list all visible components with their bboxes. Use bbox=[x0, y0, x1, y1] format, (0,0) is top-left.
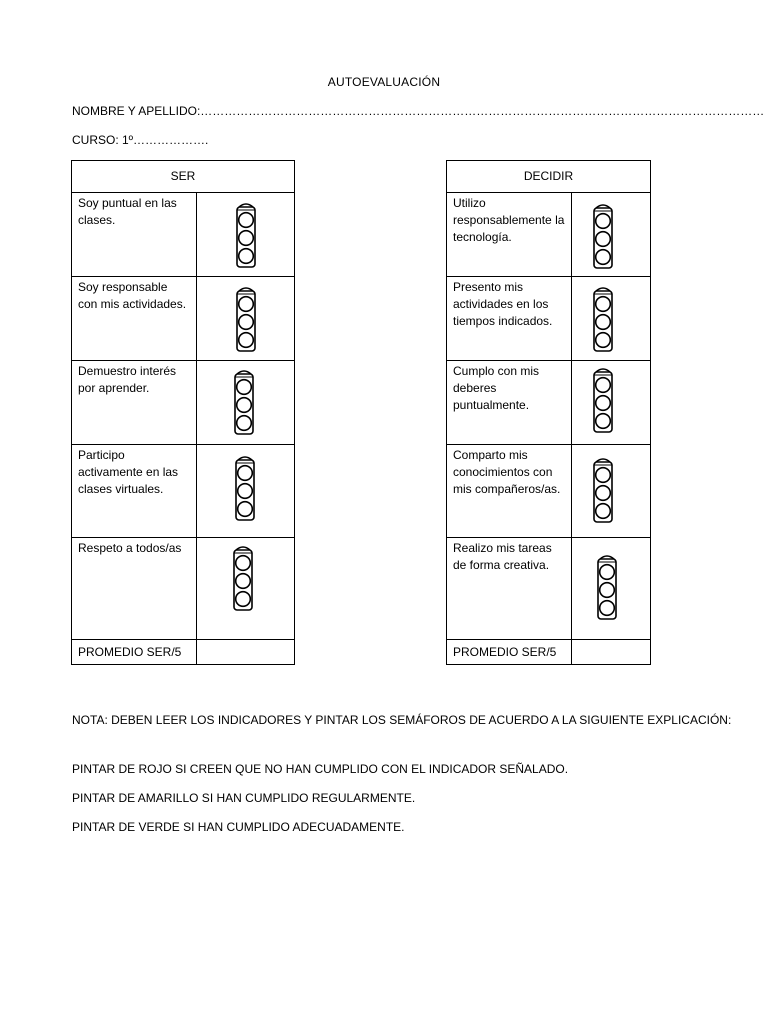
traffic-light-icon[interactable] bbox=[596, 551, 618, 621]
decidir-indicator-1: Utilizo responsablemente la tecnología. bbox=[447, 193, 572, 277]
traffic-light-icon[interactable] bbox=[232, 542, 254, 612]
traffic-light-icon[interactable] bbox=[592, 364, 614, 434]
traffic-light-icon[interactable] bbox=[235, 283, 257, 353]
ser-header: SER bbox=[72, 161, 295, 193]
document-title: AUTOEVALUACIÓN bbox=[327, 75, 441, 89]
decidir-indicator-5: Realizo mis tareas de forma creativa. bbox=[447, 538, 572, 640]
ser-traffic-light-cell-3 bbox=[197, 361, 295, 445]
traffic-light-icon[interactable] bbox=[233, 366, 255, 436]
ser-traffic-light-cell-4 bbox=[197, 445, 295, 538]
ser-average-label: PROMEDIO SER/5 bbox=[72, 640, 197, 665]
decidir-indicator-2: Presento mis actividades en los tiempos indicados. bbox=[447, 277, 572, 361]
instruction-green: PINTAR DE VERDE SI HAN CUMPLIDO ADECUADAMENTE. bbox=[72, 820, 405, 834]
course-field-line[interactable]: CURSO: 1º………………. bbox=[72, 133, 209, 147]
decidir-traffic-light-cell-3 bbox=[572, 361, 651, 445]
ser-indicator-2: Soy responsable con mis actividades. bbox=[72, 277, 197, 361]
decidir-indicator-4: Comparto mis conocimientos con mis compañeros/as. bbox=[447, 445, 572, 538]
note-text: NOTA: DEBEN LEER LOS INDICADORES Y PINTAR LOS SEMÁFOROS DE ACUERDO A LA SIGUIENTE EXPLICACIÓN: bbox=[72, 713, 732, 727]
instruction-red: PINTAR DE ROJO SI CREEN QUE NO HAN CUMPLIDO CON EL INDICADOR SEÑALADO. bbox=[72, 762, 569, 776]
ser-indicator-4: Participo activamente en las clases virtuales. bbox=[72, 445, 197, 538]
name-field-line[interactable]: NOMBRE Y APELLIDO:…………………………………………………………………………………………………………………………… bbox=[72, 104, 765, 118]
ser-traffic-light-cell-1 bbox=[197, 193, 295, 277]
ser-indicator-5: Respeto a todos/as bbox=[72, 538, 197, 640]
decidir-table bbox=[446, 160, 651, 665]
decidir-header: DECIDIR bbox=[447, 161, 651, 193]
traffic-light-icon[interactable] bbox=[592, 200, 614, 270]
ser-average-field[interactable] bbox=[197, 640, 295, 665]
ser-indicator-3: Demuestro interés por aprender. bbox=[72, 361, 197, 445]
traffic-light-icon[interactable] bbox=[592, 283, 614, 353]
decidir-indicator-3: Cumplo con mis deberes puntualmente. bbox=[447, 361, 572, 445]
decidir-average-label: PROMEDIO SER/5 bbox=[447, 640, 572, 665]
traffic-light-icon[interactable] bbox=[235, 199, 257, 269]
traffic-light-icon[interactable] bbox=[592, 454, 614, 524]
decidir-average-field[interactable] bbox=[572, 640, 651, 665]
ser-traffic-light-cell-5 bbox=[197, 538, 295, 640]
decidir-traffic-light-cell-5 bbox=[572, 538, 651, 640]
instruction-yellow: PINTAR DE AMARILLO SI HAN CUMPLIDO REGULARMENTE. bbox=[72, 791, 416, 805]
ser-indicator-1: Soy puntual en las clases. bbox=[72, 193, 197, 277]
decidir-traffic-light-cell-2 bbox=[572, 277, 651, 361]
ser-traffic-light-cell-2 bbox=[197, 277, 295, 361]
decidir-traffic-light-cell-1 bbox=[572, 193, 651, 277]
decidir-traffic-light-cell-4 bbox=[572, 445, 651, 538]
traffic-light-icon[interactable] bbox=[234, 452, 256, 522]
ser-table bbox=[71, 160, 295, 665]
